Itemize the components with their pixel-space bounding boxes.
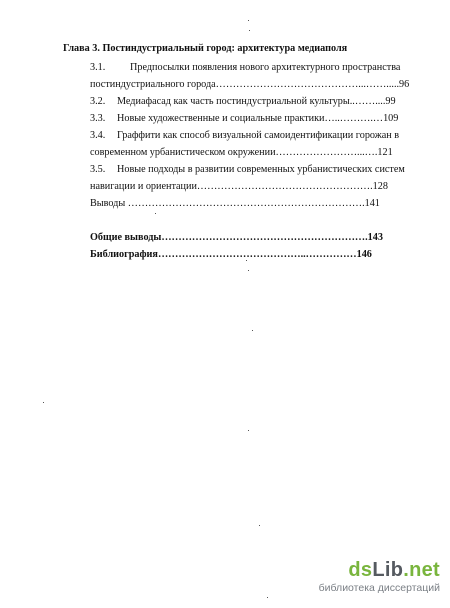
scan-speck bbox=[155, 213, 156, 214]
toc-entry-title: Граффити как способ визуальной самоидентификации горожан в bbox=[117, 130, 400, 141]
toc-entry-number: 3.1. bbox=[90, 62, 106, 73]
toc-entry-number: 3.3. bbox=[90, 113, 106, 124]
toc-entry-bibliography: Библиография……………………………………..……………146 bbox=[90, 249, 372, 260]
logo-lib: Lib bbox=[372, 559, 404, 581]
scan-speck bbox=[248, 270, 249, 271]
logo-net: .net bbox=[403, 559, 440, 581]
toc-entry-general-conclusions: Общие выводы…………………………………………………….143 bbox=[90, 232, 383, 243]
scan-speck bbox=[249, 30, 250, 31]
scan-speck bbox=[248, 430, 249, 431]
toc-entry-continuation: навигации и ориентации…………………………………………….128 bbox=[90, 181, 388, 192]
dslib-logo-text bbox=[319, 559, 440, 581]
toc-entry-number: 3.4. bbox=[90, 130, 106, 141]
scan-speck bbox=[267, 597, 268, 598]
dslib-watermark-logo bbox=[319, 559, 440, 595]
scan-speck bbox=[248, 20, 249, 21]
toc-entry-title: Медиафасад как часть постиндустриальной культуры..……....99 bbox=[117, 96, 396, 107]
logo-ds: ds bbox=[348, 559, 373, 581]
toc-entry-number: 3.2. bbox=[90, 96, 106, 107]
toc-entry-title: Новые подходы в развитии современных урбанистических систем bbox=[117, 164, 405, 175]
toc-entry-continuation: современном урбанистическом окружении……………………...….121 bbox=[90, 147, 393, 158]
scan-speck bbox=[259, 525, 260, 526]
dslib-logo-subtitle: библиотека диссертаций bbox=[318, 582, 440, 594]
scan-speck bbox=[43, 402, 44, 403]
chapter-heading: Глава 3. Постиндустриальный город: архитектура медиаполя bbox=[63, 43, 348, 54]
scan-speck bbox=[252, 330, 253, 331]
toc-entry-number: 3.5. bbox=[90, 164, 106, 175]
toc-entry-conclusions: Выводы …………………………………………………………….141 bbox=[90, 198, 380, 209]
toc-entry-title: Новые художественные и социальные практики…..……….…109 bbox=[117, 113, 399, 124]
toc-entry-title: Предпосылки появления нового архитектурного пространства bbox=[130, 62, 401, 73]
toc-entry-continuation: постиндустриального города……………………………………...…….....96 bbox=[90, 79, 410, 90]
